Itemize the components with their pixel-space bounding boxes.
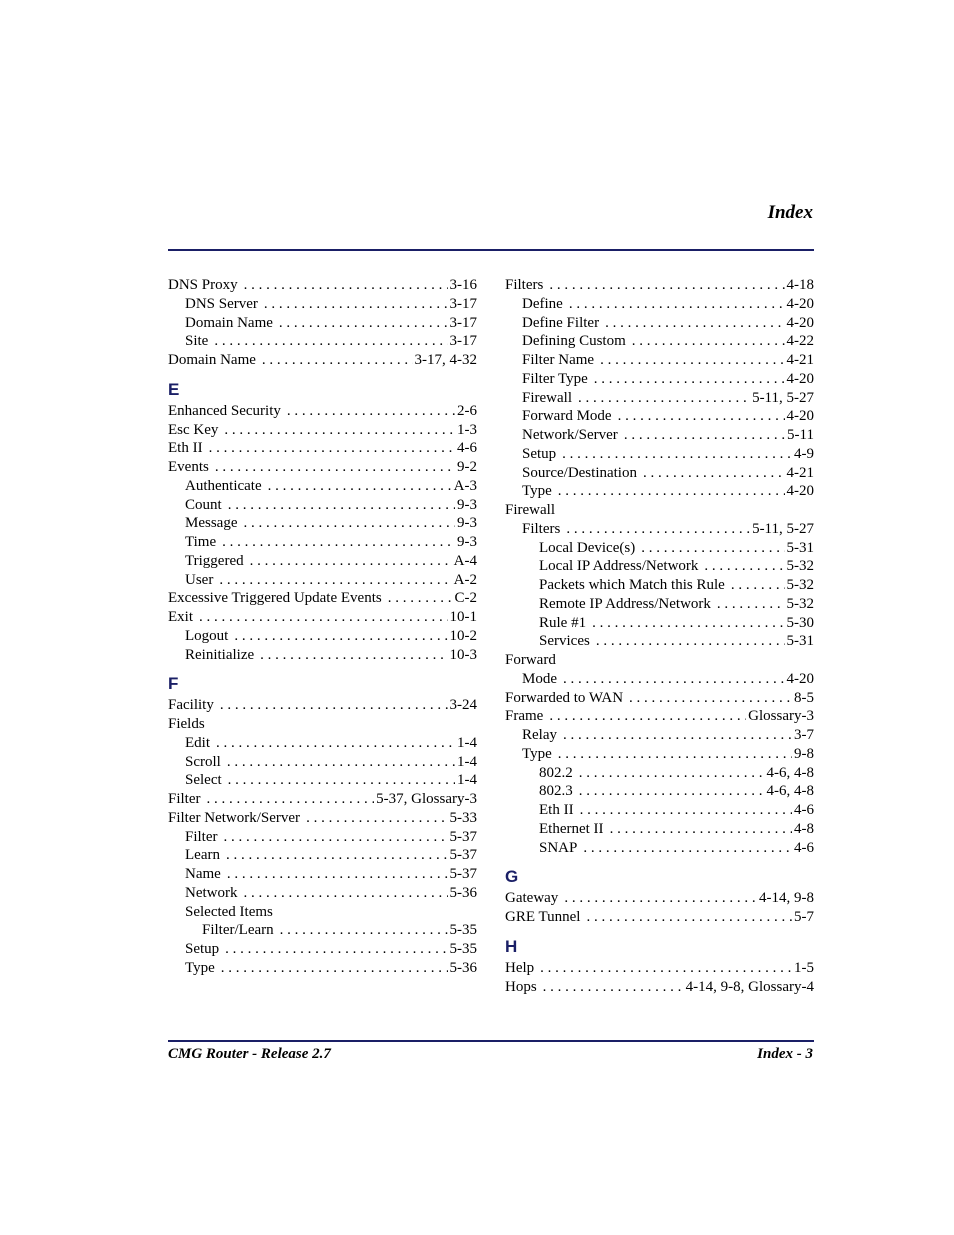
index-page-refs: 9-3	[457, 515, 477, 532]
index-page-refs: 4-14, 9-8, Glossary-4	[685, 978, 814, 995]
index-term: Define Filter	[522, 314, 600, 331]
index-entry	[505, 726, 814, 745]
dot-leader	[199, 608, 448, 627]
index-entry	[505, 482, 814, 501]
index-page-refs: 4-6, 4-8	[766, 764, 814, 781]
index-entry	[168, 646, 477, 665]
index-page-refs: A-4	[453, 552, 477, 569]
index-entry	[168, 940, 477, 959]
dot-leader	[287, 402, 455, 421]
index-term: Type	[522, 745, 552, 762]
index-entry	[505, 764, 814, 783]
index-entry	[168, 314, 477, 333]
footer-rule	[168, 1040, 814, 1042]
index-entry	[505, 651, 814, 670]
dot-leader	[234, 627, 447, 646]
dot-leader	[226, 846, 448, 865]
index-entry	[505, 707, 814, 726]
dot-leader	[250, 552, 452, 571]
index-term: Esc Key	[168, 421, 219, 438]
dot-leader	[280, 921, 448, 940]
dot-leader	[209, 439, 455, 458]
index-page-refs: 3-16	[449, 277, 477, 293]
index-entry	[505, 782, 814, 801]
dot-leader	[225, 940, 447, 959]
index-entry	[505, 520, 814, 539]
index-page-refs: 5-30	[786, 614, 814, 631]
index-page-refs: 4-21	[786, 464, 814, 481]
index-entry	[168, 514, 477, 533]
index-term: Defining Custom	[522, 333, 626, 350]
index-term: Edit	[185, 734, 210, 751]
index-term: Exit	[168, 609, 193, 625]
index-entry	[505, 276, 814, 295]
index-page-refs: 5-31	[786, 633, 814, 650]
index-term: Facility	[168, 697, 214, 714]
dot-leader	[731, 576, 785, 595]
dot-leader	[215, 458, 455, 477]
dot-leader	[563, 670, 785, 689]
dot-leader	[260, 646, 447, 665]
index-term: Forwarded to WAN	[505, 689, 624, 706]
index-column-left	[168, 276, 477, 978]
index-term: SNAP	[539, 839, 578, 856]
header-rule	[168, 249, 814, 251]
dot-leader	[586, 908, 792, 927]
dot-leader	[558, 745, 792, 764]
index-page-refs: 10-2	[449, 627, 477, 644]
index-term: Authenticate	[185, 477, 262, 494]
index-page-refs: 5-37, Glossary-3	[376, 791, 477, 807]
dot-leader	[549, 276, 784, 295]
index-term: Services	[539, 633, 590, 650]
index-page-refs: 9-8	[794, 745, 814, 762]
dot-leader	[704, 557, 784, 576]
index-page-refs: 8-5	[794, 689, 814, 706]
index-entry	[505, 445, 814, 464]
index-page-refs: 9-2	[457, 459, 477, 475]
index-page-refs: 9-3	[457, 496, 477, 513]
dot-leader	[610, 820, 792, 839]
index-page-refs: 4-20	[786, 483, 814, 500]
index-term: DNS Proxy	[168, 277, 238, 293]
index-entry	[505, 745, 814, 764]
dot-leader	[279, 314, 448, 333]
index-page-refs: 5-37	[449, 866, 477, 882]
dot-leader	[244, 514, 456, 533]
footer-document-title: CMG Router - Release 2.7	[168, 1046, 331, 1062]
index-term: Filter Type	[522, 370, 588, 387]
index-term: Logout	[185, 627, 229, 644]
index-term: Domain Name	[168, 352, 256, 368]
index-column-right	[505, 276, 814, 996]
index-term: Define	[522, 295, 563, 312]
index-entry	[168, 790, 477, 809]
dot-leader	[618, 407, 785, 426]
dot-leader	[228, 496, 455, 515]
dot-leader	[592, 614, 784, 633]
index-term: Setup	[522, 445, 557, 462]
index-term: Reinitialize	[185, 646, 255, 663]
index-term: Local Device(s)	[539, 539, 636, 556]
index-entry	[168, 332, 477, 351]
index-term: Ethernet II	[539, 820, 604, 837]
index-page-refs: C-2	[454, 590, 477, 607]
index-entry	[505, 959, 814, 978]
dot-leader	[388, 589, 453, 608]
index-term: Type	[185, 959, 215, 976]
dot-leader	[207, 790, 375, 809]
index-entry	[505, 908, 814, 927]
dot-leader	[216, 734, 455, 753]
index-entry	[168, 458, 477, 477]
index-page-refs: 5-32	[786, 577, 814, 593]
index-page-refs: 10-1	[449, 609, 477, 625]
index-entry	[168, 846, 477, 865]
index-term: Filter/Learn	[202, 922, 274, 939]
index-term: Packets which Match this Rule	[539, 577, 725, 593]
index-entry	[505, 889, 814, 908]
dot-leader	[221, 959, 448, 978]
index-page-refs: 4-6	[794, 839, 814, 856]
index-entry	[168, 439, 477, 458]
index-entry	[168, 351, 477, 370]
index-entry	[505, 632, 814, 651]
index-page-refs: 5-36	[449, 959, 477, 976]
index-term: Forward Mode	[522, 408, 612, 425]
index-entry	[168, 571, 477, 590]
index-entry	[505, 426, 814, 445]
index-page-refs: 1-4	[457, 753, 477, 770]
dot-leader	[224, 828, 448, 847]
index-term: Filter	[185, 828, 218, 845]
dot-leader	[219, 571, 451, 590]
dot-leader	[549, 707, 746, 726]
dot-leader	[224, 421, 455, 440]
index-page-refs: 4-8	[794, 820, 814, 837]
index-page-refs: 5-37	[449, 847, 477, 864]
index-term: Learn	[185, 847, 220, 864]
index-page-refs: 5-32	[786, 595, 814, 612]
index-entry	[505, 464, 814, 483]
index-page-refs: 5-31	[786, 539, 814, 556]
dot-leader	[583, 839, 792, 858]
index-entry	[168, 295, 477, 314]
index-entry	[168, 921, 477, 940]
index-term: Enhanced Security	[168, 402, 281, 419]
index-term: 802.3	[539, 783, 573, 800]
footer-page-number: Index - 3	[757, 1046, 813, 1062]
dot-leader	[643, 464, 785, 483]
index-entry	[168, 884, 477, 903]
dot-leader	[579, 782, 765, 801]
index-page-refs: Glossary-3	[748, 708, 814, 725]
index-page-refs: 5-11, 5-27	[752, 389, 814, 406]
index-entry	[168, 696, 477, 715]
index-entry	[168, 753, 477, 772]
index-entry	[505, 314, 814, 333]
index-term: Gateway	[505, 890, 559, 907]
index-term: Network/Server	[522, 427, 618, 443]
index-entry	[505, 557, 814, 576]
dot-leader	[564, 889, 757, 908]
index-page-refs: A-3	[453, 477, 477, 494]
dot-leader	[244, 276, 448, 295]
dot-leader	[227, 753, 455, 772]
index-term: Name	[185, 866, 221, 882]
index-entry	[168, 734, 477, 753]
dot-leader	[566, 520, 750, 539]
index-entry	[168, 608, 477, 627]
index-entry	[505, 614, 814, 633]
index-term: 802.2	[539, 764, 573, 781]
index-term: Excessive Triggered Update Events	[168, 590, 382, 607]
index-term: Time	[185, 534, 217, 550]
index-term: DNS Server	[185, 295, 258, 312]
dot-leader	[268, 477, 452, 496]
index-entry	[168, 865, 477, 884]
index-page-refs: 1-4	[457, 772, 477, 789]
index-page-refs: 4-20	[786, 670, 814, 687]
dot-leader	[222, 533, 455, 552]
dot-leader	[306, 809, 447, 828]
index-page-refs: A-2	[453, 571, 477, 588]
index-entry	[168, 959, 477, 978]
dot-leader	[594, 370, 785, 389]
index-page-refs: 5-7	[794, 909, 814, 925]
dot-leader	[228, 771, 455, 790]
index-section-letter: F	[168, 674, 179, 694]
index-page-refs: 5-33	[449, 809, 477, 826]
index-term: Setup	[185, 941, 220, 957]
index-section-letter: E	[168, 379, 180, 399]
index-page-refs: 1-3	[457, 421, 477, 438]
index-entry	[168, 477, 477, 496]
index-entry	[505, 978, 814, 997]
dot-leader	[543, 978, 684, 997]
index-entry	[505, 595, 814, 614]
index-term: Firewall	[522, 389, 572, 406]
index-term: GRE Tunnel	[505, 909, 581, 925]
index-term: Remote IP Address/Network	[539, 595, 711, 612]
index-entry	[505, 501, 814, 520]
dot-leader	[220, 696, 448, 715]
index-page-refs: 3-17, 4-32	[414, 352, 477, 368]
dot-leader	[540, 959, 792, 978]
index-page-refs: 4-18	[786, 277, 814, 293]
index-section-letter: G	[505, 867, 519, 887]
index-page-refs: 3-17	[449, 314, 477, 331]
index-page-refs: 4-20	[786, 408, 814, 425]
index-page-refs: 1-5	[794, 959, 814, 976]
index-entry	[505, 370, 814, 389]
index-entry	[505, 576, 814, 595]
dot-leader	[717, 595, 785, 614]
index-page-refs: 3-7	[794, 727, 814, 743]
index-page-refs: 4-21	[786, 352, 814, 368]
index-term: Network	[185, 884, 238, 901]
index-page-refs: 3-24	[449, 697, 477, 714]
index-page-refs: 4-6	[794, 802, 814, 818]
index-entry	[168, 771, 477, 790]
index-entry	[505, 539, 814, 558]
index-term: Mode	[522, 670, 557, 687]
index-term: Source/Destination	[522, 464, 637, 481]
index-entry	[168, 552, 477, 571]
dot-leader	[596, 632, 785, 651]
index-entry	[168, 496, 477, 515]
index-term: Filter	[168, 791, 201, 807]
dot-leader	[605, 314, 784, 333]
index-page-refs: 5-11	[787, 427, 814, 443]
index-term: User	[185, 571, 214, 588]
index-page-refs: 5-11, 5-27	[752, 520, 814, 537]
index-page-refs: 10-3	[449, 646, 477, 663]
index-term: Domain Name	[185, 314, 273, 331]
index-page-refs: 1-4	[457, 734, 477, 751]
index-page-refs: 9-3	[457, 534, 477, 550]
index-term: Site	[185, 333, 209, 350]
dot-leader	[214, 332, 447, 351]
index-entry	[505, 839, 814, 858]
index-entry	[505, 295, 814, 314]
index-page-refs: 4-20	[786, 314, 814, 331]
dot-leader	[264, 295, 448, 314]
index-page-refs: 3-17	[449, 295, 477, 312]
dot-leader	[579, 764, 765, 783]
index-term: Rule #1	[539, 614, 587, 631]
index-entry	[505, 351, 814, 370]
index-term: Relay	[522, 727, 557, 743]
index-page-refs: 5-35	[449, 941, 477, 957]
page-header-title: Index	[767, 202, 813, 223]
index-entry	[168, 421, 477, 440]
index-entry	[168, 627, 477, 646]
dot-leader	[569, 295, 785, 314]
dot-leader	[580, 801, 792, 820]
dot-leader	[600, 351, 784, 370]
index-term: Hops	[505, 978, 537, 995]
index-page-refs: 5-32	[786, 558, 814, 575]
index-page-refs: 2-6	[457, 402, 477, 419]
dot-leader	[629, 689, 792, 708]
index-page-refs: 4-14, 9-8	[759, 890, 814, 907]
dot-leader	[558, 482, 785, 501]
index-page-refs: 4-6	[457, 440, 477, 457]
index-term: Help	[505, 959, 535, 976]
dot-leader	[632, 332, 785, 351]
dot-leader	[562, 445, 792, 464]
index-entry	[505, 389, 814, 408]
index-term: Select	[185, 772, 222, 789]
index-entry	[168, 533, 477, 552]
dot-leader	[624, 426, 785, 445]
index-term: Triggered	[185, 552, 244, 569]
index-page-refs: 4-20	[786, 370, 814, 387]
dot-leader	[227, 865, 448, 884]
index-term: Filter Network/Server	[168, 809, 301, 826]
index-page-refs: 4-9	[794, 445, 814, 462]
index-term: Eth II	[539, 802, 574, 818]
dot-leader	[641, 539, 784, 558]
index-page-refs: 3-17	[449, 333, 477, 350]
index-page-refs: 5-36	[449, 884, 477, 901]
dot-leader	[262, 351, 413, 370]
index-term: Eth II	[168, 440, 203, 457]
dot-leader	[244, 884, 448, 903]
index-entry	[168, 809, 477, 828]
index-entry	[168, 715, 477, 734]
index-term: Frame	[505, 708, 544, 725]
index-entry	[505, 820, 814, 839]
index-term: Selected Items	[185, 903, 273, 920]
index-term: Scroll	[185, 753, 221, 770]
index-page-refs: 4-20	[786, 295, 814, 312]
index-entry	[505, 801, 814, 820]
index-page-refs: 4-22	[786, 333, 814, 350]
index-entry	[168, 589, 477, 608]
index-page-refs: 5-35	[449, 922, 477, 939]
index-term: Filters	[505, 277, 544, 293]
index-entry	[168, 276, 477, 295]
index-term: Fields	[168, 716, 205, 732]
index-term: Forward	[505, 652, 556, 668]
index-entry	[505, 689, 814, 708]
index-entry	[168, 828, 477, 847]
index-page-refs: 4-6, 4-8	[766, 783, 814, 800]
index-page-refs: 5-37	[449, 828, 477, 845]
dot-leader	[563, 726, 792, 745]
index-term: Firewall	[505, 502, 555, 518]
index-entry	[505, 407, 814, 426]
index-term: Type	[522, 483, 552, 500]
index-entry	[168, 903, 477, 922]
index-section-letter: H	[505, 936, 518, 956]
index-entry	[168, 402, 477, 421]
index-term: Events	[168, 459, 209, 475]
index-entry	[505, 332, 814, 351]
index-term: Count	[185, 496, 222, 513]
index-term: Filters	[522, 520, 561, 537]
index-term: Message	[185, 515, 238, 532]
index-entry	[505, 670, 814, 689]
dot-leader	[578, 389, 750, 408]
index-term: Local IP Address/Network	[539, 558, 699, 575]
index-term: Filter Name	[522, 352, 595, 368]
